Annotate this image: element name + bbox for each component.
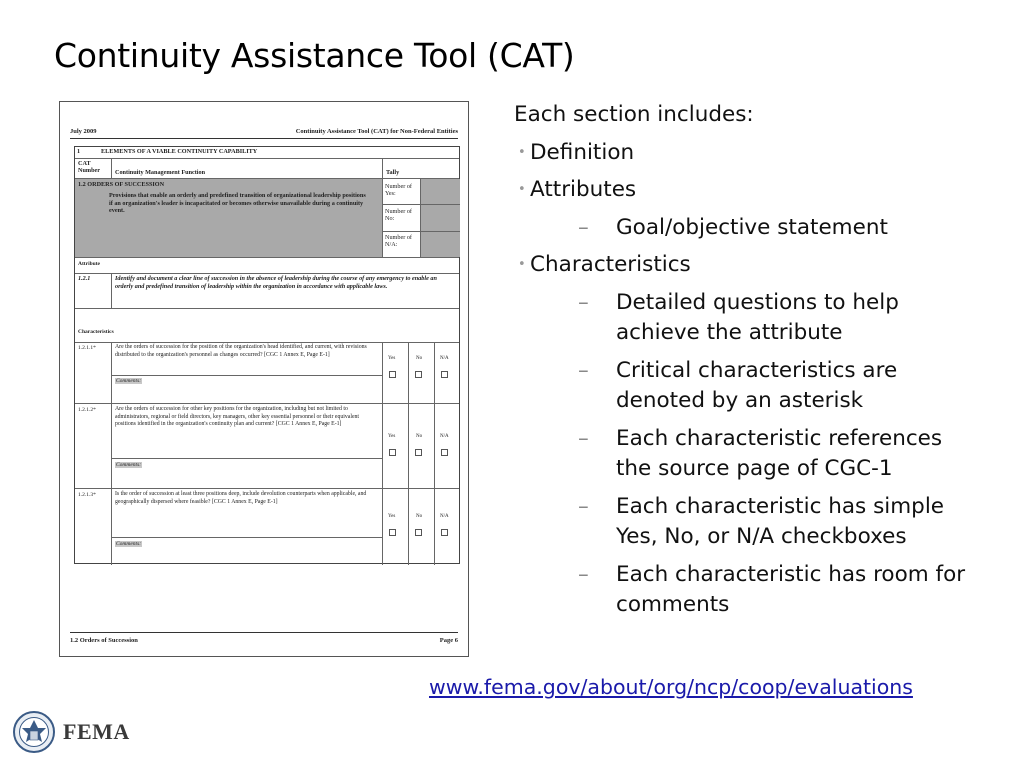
bullet-dot-icon: • [518, 182, 526, 197]
bullet-definition [514, 138, 984, 169]
attribute-text: Identify and document a clear line of succession in the absence of leadership during the course of any emergency to enable an orderly and predefined transition of leadership within the organization in accordance with applicable laws. [115, 275, 437, 290]
doc-footer-rule [70, 632, 458, 633]
subbullet-label: Each characteristic references the source page of CGC-1 [616, 425, 943, 481]
doc-header-rule [70, 138, 458, 139]
intro-text: Each section includes: [514, 102, 754, 127]
no-label: No [416, 356, 423, 361]
row-question: Are the orders of succession for the position of the organization's head identified, and current, with revisions distributed to the organization's personnel as changes occurred? [CGC 1 Annex E, Page E-1] [115, 344, 367, 358]
subbullet-label: Detailed questions to help achieve the attribute [616, 289, 899, 345]
yes-label: Yes [388, 434, 396, 439]
subbullet-comments [514, 560, 984, 621]
yes-checkbox [389, 449, 396, 456]
fema-wordmark: FEMA [63, 719, 130, 744]
slide-title: Continuity Assistance Tool (CAT) [54, 36, 575, 75]
na-label: N/A [440, 514, 449, 519]
bullet-dot-icon: • [518, 257, 526, 272]
na-label: N/A [440, 356, 449, 361]
bullet-label: Definition [530, 139, 635, 165]
document-image [59, 101, 469, 657]
attribute-number: 1.2.1 [78, 275, 91, 282]
subbullet-checkboxes [514, 492, 984, 553]
dash-icon: – [578, 289, 589, 315]
subbullet-label: Critical characteristics are denoted by an asterisk [616, 357, 898, 413]
row-comments: Comments: [116, 378, 142, 384]
row-number: 1.2.1.1* [78, 345, 96, 351]
dash-icon: – [578, 561, 589, 587]
subbullet-label: Each characteristic has simple Yes, No, or N/A checkboxes [616, 493, 945, 549]
orders-block [75, 179, 382, 257]
bullet-attributes [514, 175, 984, 206]
orders-description: Provisions that enable an orderly and predefined transition of organizational leadership positions if an organization's leader is incapacitated or becomes otherwise unavailable during a continuity event. [109, 192, 366, 214]
section-number: 1 [77, 148, 81, 155]
dhs-seal-icon [13, 711, 55, 753]
na-label: N/A [440, 434, 449, 439]
col-tally: Tally [386, 169, 400, 176]
subbullet-label: Goal/objective statement [616, 214, 888, 240]
na-checkbox [441, 449, 448, 456]
doc-header-date: July 2009 [70, 128, 97, 135]
tally-no: Number of No: [385, 208, 412, 222]
bullet-characteristics [514, 250, 984, 281]
yes-checkbox [389, 529, 396, 536]
doc-footer-section: 1.2 Orders of Succession [70, 637, 138, 644]
subbullet-questions [514, 288, 984, 349]
fema-logo [13, 711, 153, 755]
row-comments: Comments: [116, 462, 142, 468]
cat-table [74, 146, 460, 564]
no-checkbox [415, 449, 422, 456]
na-checkbox [441, 529, 448, 536]
doc-footer-page: Page 6 [439, 637, 458, 644]
col-cat-number: CAT Number [78, 160, 100, 174]
subbullet-label: Each characteristic has room for comments [616, 561, 966, 617]
bullet-label: Characteristics [530, 252, 691, 277]
summary-text [514, 100, 984, 621]
tally-yes: Number of Yes: [385, 183, 412, 197]
bullet-label: Attributes [530, 177, 637, 202]
yes-label: Yes [388, 356, 396, 361]
subbullet-goal [514, 213, 984, 244]
no-label: No [416, 434, 423, 439]
dash-icon: – [578, 425, 589, 451]
doc-header-title: Continuity Assistance Tool (CAT) for Non-Federal Entities [295, 128, 458, 135]
row-comments: Comments: [116, 541, 142, 547]
subbullet-asterisk [514, 356, 984, 417]
row-number: 1.2.1.2* [78, 407, 96, 413]
section-title: ELEMENTS OF A VIABLE CONTINUITY CAPABILITY [101, 148, 258, 155]
attribute-label: Attribute [78, 261, 100, 267]
fema-evaluations-link[interactable]: www.fema.gov/about/org/ncp/coop/evaluations [429, 675, 913, 699]
bullet-dot-icon: • [518, 144, 526, 160]
no-label: No [416, 514, 423, 519]
yes-label: Yes [388, 514, 396, 519]
subbullet-source-page [514, 424, 984, 485]
row-number: 1.2.1.3* [78, 492, 96, 498]
tally-na: Number of N/A: [385, 234, 412, 248]
orders-title: 1.2 ORDERS OF SUCCESSION [78, 181, 165, 188]
dash-icon: – [578, 493, 589, 519]
na-checkbox [441, 371, 448, 378]
row-question: Is the order of succession at least three positions deep, include devolution counterparts when applicable, and geographically dispersed where feasible? [CGC 1 Annex E, Page E-1] [115, 491, 367, 505]
col-function: Continuity Management Function [115, 169, 206, 176]
no-checkbox [415, 529, 422, 536]
dash-icon: – [578, 214, 589, 240]
row-question: Are the orders of succession for other key positions for the organization, including but not limited to administrators, regional or field directors, key managers, other key essential personnel or their equivalent positions identified in the organization's continuity plan and current? [CGC 1 Annex E, Page E-1] [115, 406, 360, 427]
no-checkbox [415, 371, 422, 378]
yes-checkbox [389, 371, 396, 378]
characteristics-label: Characteristics [78, 329, 114, 335]
dash-icon: – [578, 357, 589, 383]
